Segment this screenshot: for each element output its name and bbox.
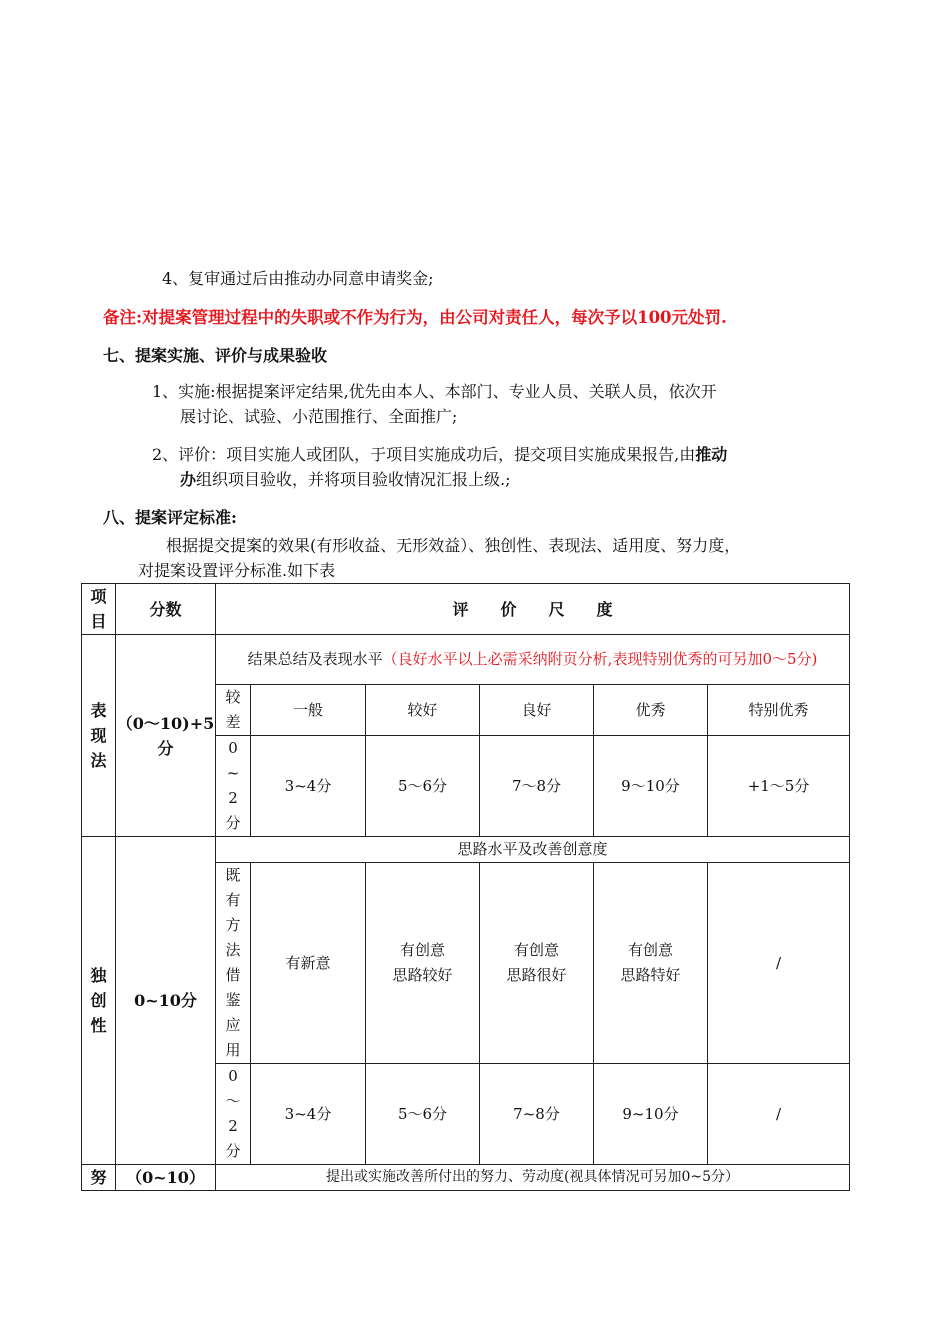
biaoxian-score: （0～10)+5分 bbox=[116, 635, 216, 837]
biaoxian-name: 表现法 bbox=[82, 635, 116, 837]
evaluation-text-2: 组织项目验收，并将项目验收情况汇报上级.; bbox=[196, 470, 511, 489]
intro-line-2: 对提案设置评分标准.如下表 bbox=[138, 561, 336, 580]
biaoxian-level-2: 较好 bbox=[366, 685, 480, 736]
biaoxian-desc-text: 结果总结及表现水平 bbox=[247, 650, 383, 668]
header-scale: 评 价 尺 度 bbox=[216, 584, 850, 635]
evaluation-bold-2: 办 bbox=[180, 470, 197, 489]
duchuang-level-3: 有创意 思路很好 bbox=[480, 863, 594, 1064]
duchuang-level-4: 有创意 思路特好 bbox=[594, 863, 708, 1064]
header-item: 项目 bbox=[82, 584, 116, 635]
biaoxian-level-1: 一般 bbox=[251, 685, 366, 736]
scoring-table bbox=[81, 583, 850, 1191]
nuli-name: 努 bbox=[82, 1165, 116, 1191]
biaoxian-level-4: 优秀 bbox=[594, 685, 708, 736]
biaoxian-points-5: +1～5分 bbox=[708, 736, 850, 837]
biaoxian-points-1: 3~4分 bbox=[251, 736, 366, 837]
implementation-line-1: 1、实施:根据提案评定结果,优先由本人、本部门、专业人员、关联人员，依次开 bbox=[152, 382, 717, 401]
section-8-heading: 八、提案评定标准: bbox=[103, 508, 237, 527]
biaoxian-points-0: 0~2分 bbox=[216, 736, 251, 837]
duchuang-name: 独创性 bbox=[82, 837, 116, 1165]
biaoxian-level-3: 良好 bbox=[480, 685, 594, 736]
evaluation-text: 2、评价：项目实施人或团队，于项目实施成功后，提交项目实施成果报告,由 bbox=[152, 445, 696, 464]
duchuang-points-5: / bbox=[708, 1064, 850, 1165]
duchuang-level-0: 既有方法借鉴应用 bbox=[216, 863, 251, 1064]
list-item-4: 4、复审通过后由推动办同意申请奖金; bbox=[162, 269, 434, 288]
implementation-line-2: 展讨论、试验、小范围推行、全面推广; bbox=[180, 407, 458, 426]
duchuang-score: 0~10分 bbox=[116, 837, 216, 1165]
biaoxian-desc-note: （良好水平以上必需采纳附页分析,表现特别优秀的可另加0～5分) bbox=[382, 650, 818, 668]
duchuang-level-2: 有创意 思路较好 bbox=[366, 863, 480, 1064]
header-score: 分数 bbox=[116, 584, 216, 635]
nuli-score: （0~10） bbox=[116, 1165, 216, 1191]
evaluation-line-2 bbox=[180, 468, 511, 492]
biaoxian-description bbox=[216, 635, 850, 685]
section-7-heading: 七、提案实施、评价与成果验收 bbox=[103, 346, 328, 365]
biaoxian-points-3: 7～8分 bbox=[480, 736, 594, 837]
duchuang-level-1: 有新意 bbox=[251, 863, 366, 1064]
duchuang-description: 思路水平及改善创意度 bbox=[216, 837, 850, 863]
evaluation-line-1 bbox=[152, 443, 727, 467]
remark-note: 备注:对提案管理过程中的失职或不作为行为，由公司对责任人，每次予以100元处罚. bbox=[103, 308, 727, 327]
duchuang-points-2: 5～6分 bbox=[366, 1064, 480, 1165]
duchuang-points-1: 3~4分 bbox=[251, 1064, 366, 1165]
biaoxian-level-0: 较差 bbox=[216, 685, 251, 736]
intro-line-1: 根据提交提案的效果(有形收益、无形效益）、独创性、表现法、适用度、努力度， bbox=[166, 536, 741, 555]
duchuang-points-4: 9~10分 bbox=[594, 1064, 708, 1165]
nuli-description: 提出或实施改善所付出的努力、劳动度(视具体情况可另加0~5分） bbox=[216, 1165, 850, 1191]
duchuang-level-5: / bbox=[708, 863, 850, 1064]
biaoxian-points-4: 9～10分 bbox=[594, 736, 708, 837]
duchuang-points-3: 7~8分 bbox=[480, 1064, 594, 1165]
biaoxian-points-2: 5～6分 bbox=[366, 736, 480, 837]
evaluation-bold: 推动 bbox=[695, 445, 728, 464]
biaoxian-level-5: 特别优秀 bbox=[708, 685, 850, 736]
duchuang-points-0: 0～2分 bbox=[216, 1064, 251, 1165]
